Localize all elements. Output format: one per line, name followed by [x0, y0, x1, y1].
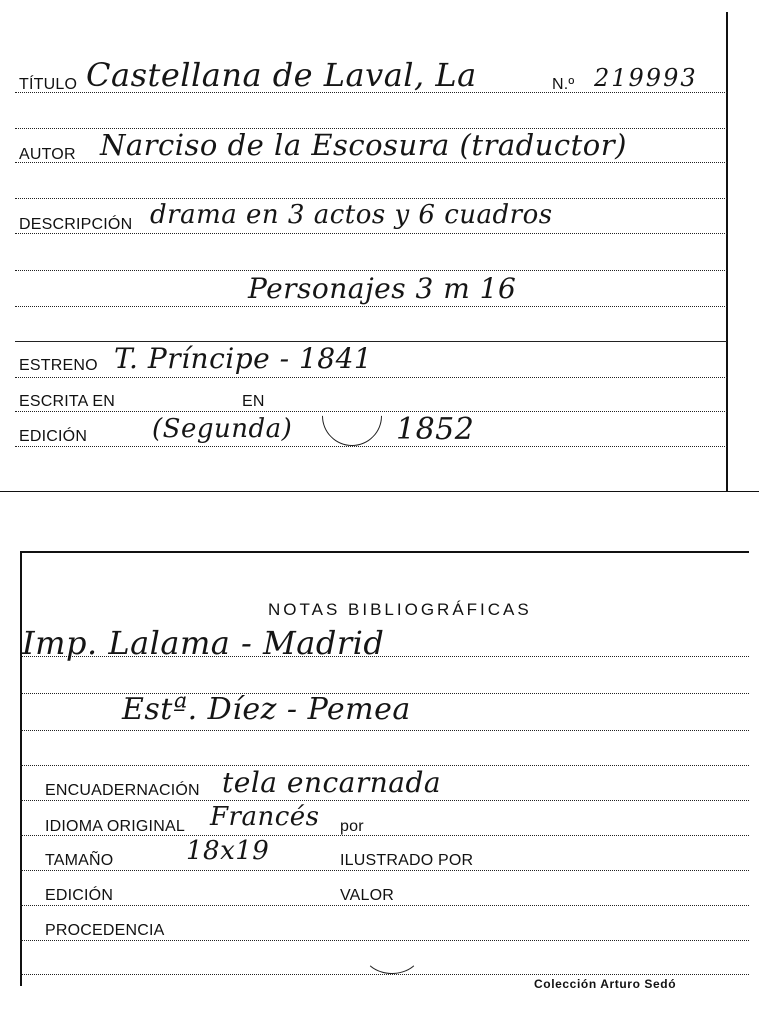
- titulo-label: TÍTULO: [19, 76, 78, 93]
- rule-line: [20, 870, 749, 871]
- tamano-value: 18x19: [186, 836, 270, 866]
- rule-line: [15, 306, 727, 307]
- edicion-year: 1852: [396, 412, 475, 447]
- rule-line: [15, 198, 727, 199]
- numero-label: N.º: [552, 76, 575, 93]
- punch-hole-ring: [362, 926, 422, 974]
- catalog-card-back: [0, 540, 759, 1028]
- numero-value: 219993: [594, 64, 698, 92]
- rule-line: [20, 800, 749, 801]
- note-line-1: Imp. Lalama - Madrid: [22, 624, 385, 662]
- card-left-edge: [20, 551, 22, 986]
- rule-line: [20, 974, 749, 975]
- rule-line: [20, 730, 749, 731]
- autor-label: AUTOR: [19, 146, 76, 163]
- card-top-edge: [20, 551, 749, 553]
- encuadernacion-label: ENCUADERNACIÓN: [45, 782, 200, 799]
- estreno-label: ESTRENO: [19, 357, 98, 374]
- titulo-value: Castellana de Laval, La: [86, 56, 477, 94]
- rule-line: [15, 162, 727, 163]
- estreno-value: T. Príncipe - 1841: [114, 342, 373, 375]
- edicion-label: EDICIÓN: [45, 887, 114, 904]
- en-label: EN: [242, 393, 265, 410]
- edicion-label: EDICIÓN: [19, 428, 88, 445]
- collection-name: Colección Arturo Sedó: [534, 977, 677, 991]
- idioma-value: Francés: [210, 802, 320, 832]
- rule-line: [20, 905, 749, 906]
- por-label: por: [340, 818, 364, 835]
- card-bottom-edge: [0, 491, 759, 492]
- autor-value: Narciso de la Escosura (traductor): [100, 128, 627, 162]
- descripcion-value-2: Personajes 3 m 16: [248, 272, 517, 305]
- escrita-label: ESCRITA EN: [19, 393, 115, 410]
- ilustrado-label: ILUSTRADO POR: [340, 852, 474, 869]
- catalog-card-front: [0, 0, 759, 495]
- card-right-edge: [726, 12, 728, 492]
- descripcion-value: drama en 3 actos y 6 cuadros: [150, 200, 553, 230]
- idioma-label: IDIOMA ORIGINAL: [45, 818, 185, 835]
- valor-label: VALOR: [340, 887, 395, 904]
- notas-heading: NOTAS BIBLIOGRÁFICAS: [268, 600, 532, 619]
- rule-line: [15, 270, 727, 271]
- procedencia-label: PROCEDENCIA: [45, 922, 165, 939]
- note-line-2: Estª. Díez - Pemea: [122, 692, 411, 727]
- rule-line: [15, 446, 727, 447]
- rule-line: [15, 377, 727, 378]
- encuadernacion-value: tela encarnada: [222, 766, 442, 799]
- edicion-value: (Segunda): [152, 414, 293, 444]
- descripcion-label: DESCRIPCIÓN: [19, 216, 133, 233]
- tamano-label: TAMAÑO: [45, 852, 114, 869]
